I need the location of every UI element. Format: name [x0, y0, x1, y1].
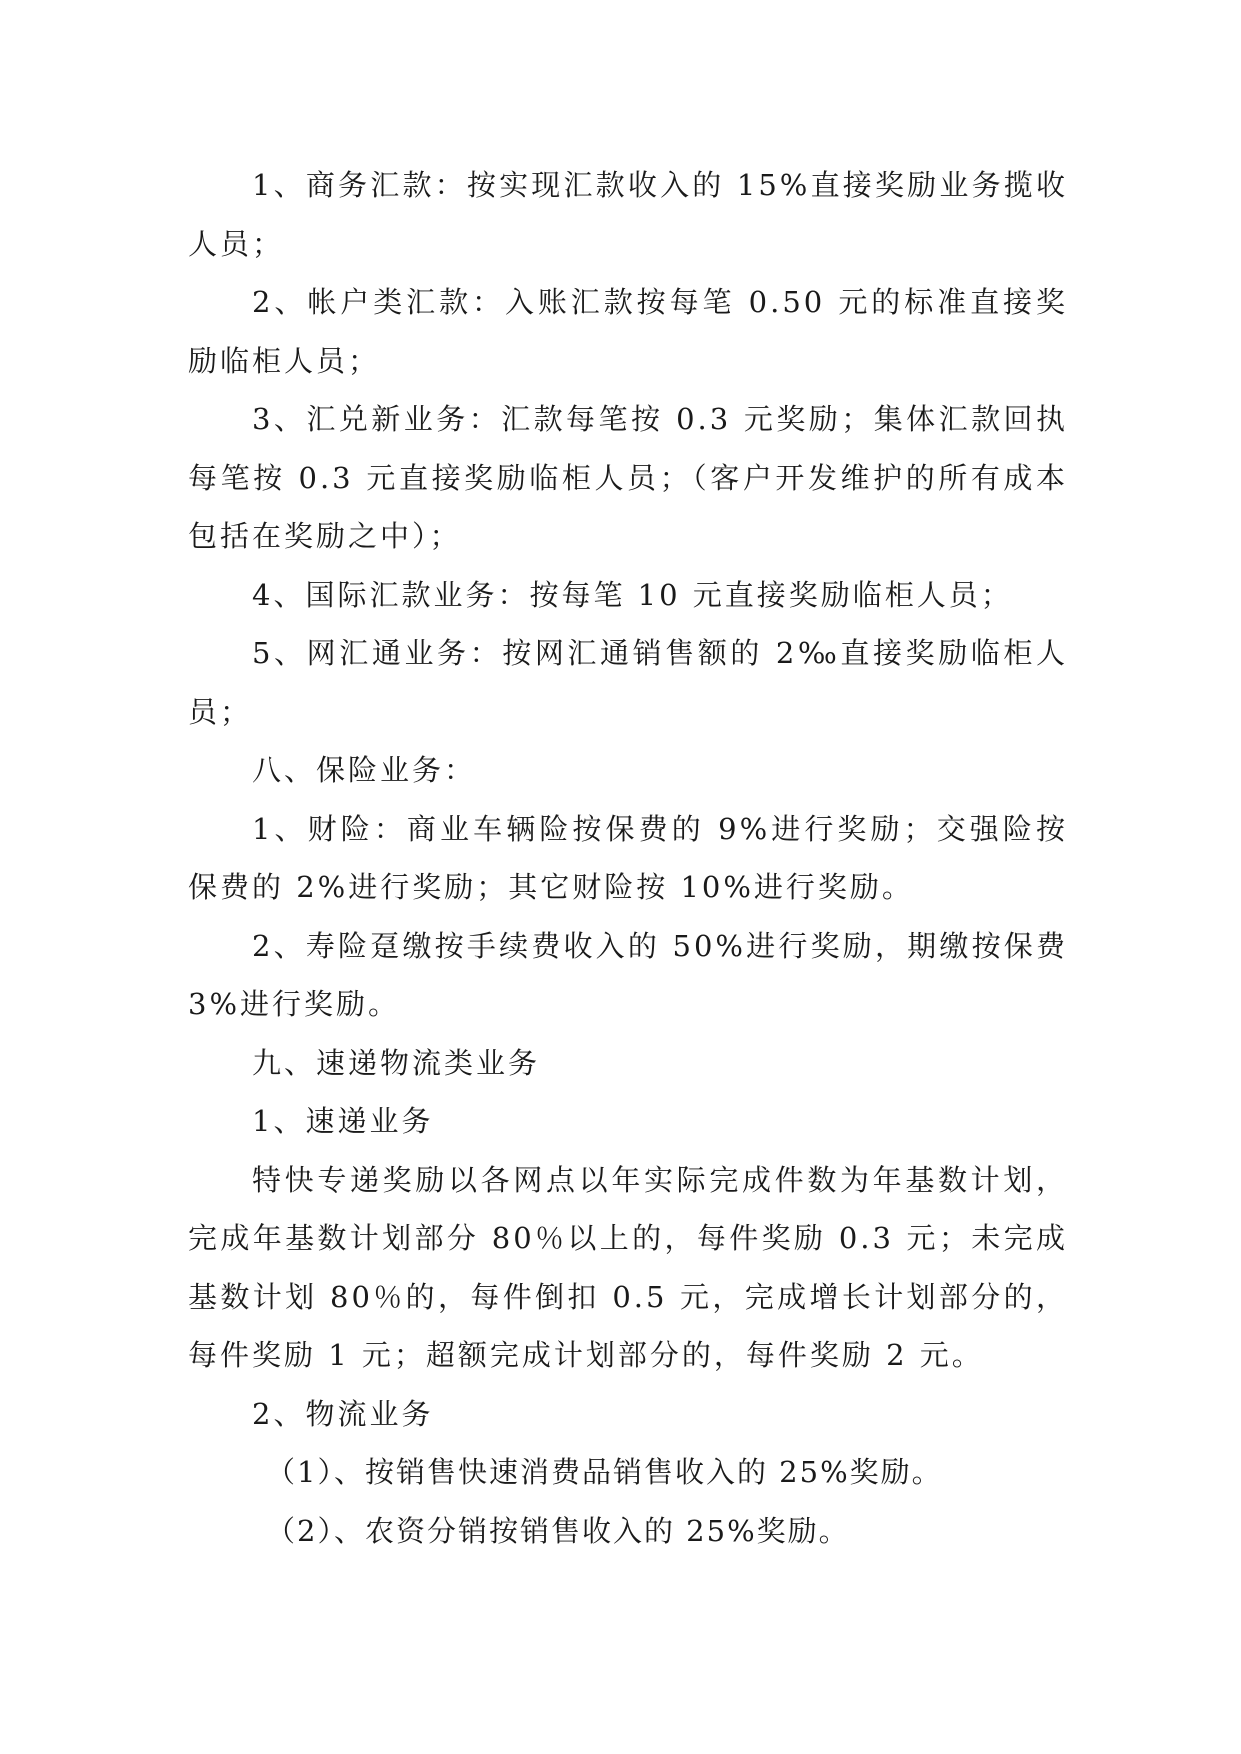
paragraph-wanghuitong: 5、网汇通业务：按网汇通销售额的 2‰直接奖励临柜人员；	[188, 636, 1068, 729]
document-body	[188, 156, 1068, 1560]
paragraph-property-insurance: 1、财险：商业车辆险按保费的 9%进行奖励；交强险按保费的 2%进行奖励；其它财险按 10%进行奖励。	[188, 811, 1068, 904]
paragraph-life-insurance: 2、寿险趸缴按手续费收入的 50%进行奖励，期缴按保费 3%进行奖励。	[188, 928, 1068, 1021]
heading-express-logistics: 九、速递物流类业务	[252, 1045, 541, 1080]
heading-insurance: 八、保险业务：	[252, 753, 477, 787]
subheading-logistics: 2、物流业务	[252, 1396, 434, 1431]
list-item-agricultural-text: （2）、农资分销按销售收入的 25%奖励。	[266, 1513, 850, 1548]
paragraph-express-reward: 特快专递奖励以各网点以年实际完成件数为年基数计划，完成年基数计划部分 80％以上的，每件奖励 0.3 元；未完成基数计划 80％的，每件倒扣 0.5 元，完成增长计划部分的，每件奖励 1 元；超额完成计划部分的，每件奖励 2 元。	[188, 1162, 1068, 1372]
paragraph-international-remittance: 4、国际汇款业务：按每笔 10 元直接奖励临柜人员；	[252, 577, 1013, 612]
paragraph-new-remittance-business: 3、汇兑新业务：汇款每笔按 0.3 元奖励；集体汇款回执每笔按 0.3 元直接奖励临柜人员；（客户开发维护的所有成本包括在奖励之中）；	[188, 402, 1068, 553]
list-item-fmcg-text: （1）、按销售快速消费品销售收入的 25%奖励。	[266, 1455, 943, 1489]
paragraph-commercial-remittance: 1、商务汇款：按实现汇款收入的 15%直接奖励业务揽收人员；	[188, 168, 1068, 261]
list-item-agricultural	[188, 1502, 1068, 1561]
paragraph-account-remittance: 2、帐户类汇款：入账汇款按每笔 0.50 元的标准直接奖励临柜人员；	[188, 285, 1068, 378]
subheading-express: 1、速递业务	[252, 1104, 434, 1138]
list-item-fmcg	[188, 1443, 1068, 1502]
